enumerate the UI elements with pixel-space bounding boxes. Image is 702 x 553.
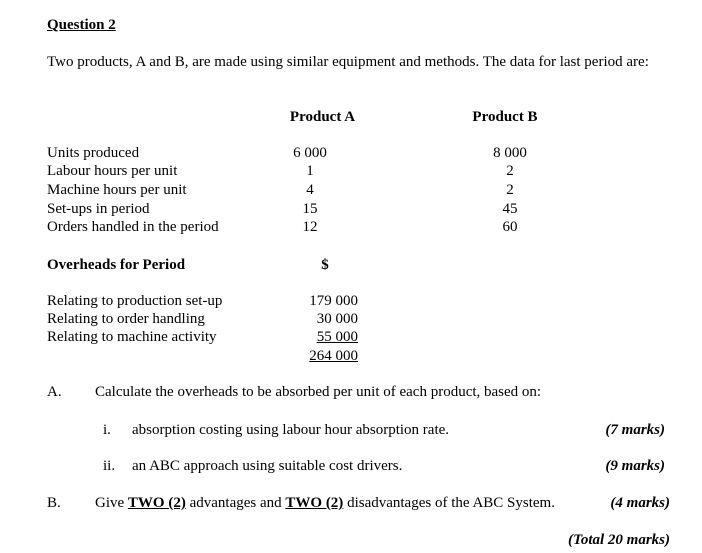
overheads-title: Overheads for Period xyxy=(47,257,186,273)
part-ii-text: an ABC approach using suitable cost drivers. xyxy=(132,458,403,474)
part-i-text: absorption costing using labour hour absorption rate. xyxy=(132,422,450,438)
product-b-header: Product B xyxy=(472,109,538,125)
overhead-label-machine: Relating to machine activity xyxy=(47,329,217,345)
row-label-units-produced: Units produced xyxy=(47,145,140,161)
units-produced-a: 6 000 xyxy=(293,145,327,161)
total-marks: (Total 20 marks) xyxy=(568,532,670,548)
part-i-number: i. xyxy=(103,422,111,438)
machine-hours-a: 4 xyxy=(306,182,314,198)
overhead-value-machine: 55 000 xyxy=(316,329,358,345)
units-produced-b: 8 000 xyxy=(493,145,527,161)
row-label-orders: Orders handled in the period xyxy=(47,219,219,235)
orders-b: 60 xyxy=(502,219,518,235)
labour-hours-b: 2 xyxy=(506,163,514,179)
row-label-machine-hours: Machine hours per unit xyxy=(47,182,187,198)
question-b-text-part-2: advantages and xyxy=(185,495,286,511)
part-i-marks: (7 marks) xyxy=(605,422,665,438)
question-b-emphasis-1: TWO (2) xyxy=(127,495,186,511)
question-b-text-part-3: disadvantages of the ABC System. xyxy=(343,495,555,511)
intro-paragraph: Two products, A and B, are made using similar equipment and methods. The data for last period are: xyxy=(47,54,649,70)
currency-symbol: $ xyxy=(321,257,329,273)
question-b-emphasis-2: TWO (2) xyxy=(285,495,344,511)
part-ii-number: ii. xyxy=(103,458,116,474)
question-b-text xyxy=(95,494,555,512)
question-title: Question 2 xyxy=(47,17,116,33)
overhead-value-setup: 179 000 xyxy=(309,293,358,309)
question-b-text-part-1: Give xyxy=(95,495,128,511)
question-b-letter: B. xyxy=(47,495,61,511)
setups-a: 15 xyxy=(302,201,318,217)
question-a-text: Calculate the overheads to be absorbed per unit of each product, based on: xyxy=(95,384,542,400)
question-b-marks: (4 marks) xyxy=(610,495,670,511)
row-label-labour-hours: Labour hours per unit xyxy=(47,163,178,179)
machine-hours-b: 2 xyxy=(506,182,514,198)
overhead-label-setup: Relating to production set-up xyxy=(47,293,223,309)
labour-hours-a: 1 xyxy=(306,163,314,179)
overhead-value-order: 30 000 xyxy=(316,311,358,327)
row-label-setups: Set-ups in period xyxy=(47,201,150,217)
part-ii-marks: (9 marks) xyxy=(605,458,665,474)
setups-b: 45 xyxy=(502,201,518,217)
question-a-letter: A. xyxy=(47,384,62,400)
overhead-total: 264 000 xyxy=(309,348,358,364)
overhead-label-order: Relating to order handling xyxy=(47,311,205,327)
orders-a: 12 xyxy=(302,219,318,235)
product-a-header: Product A xyxy=(289,109,356,125)
